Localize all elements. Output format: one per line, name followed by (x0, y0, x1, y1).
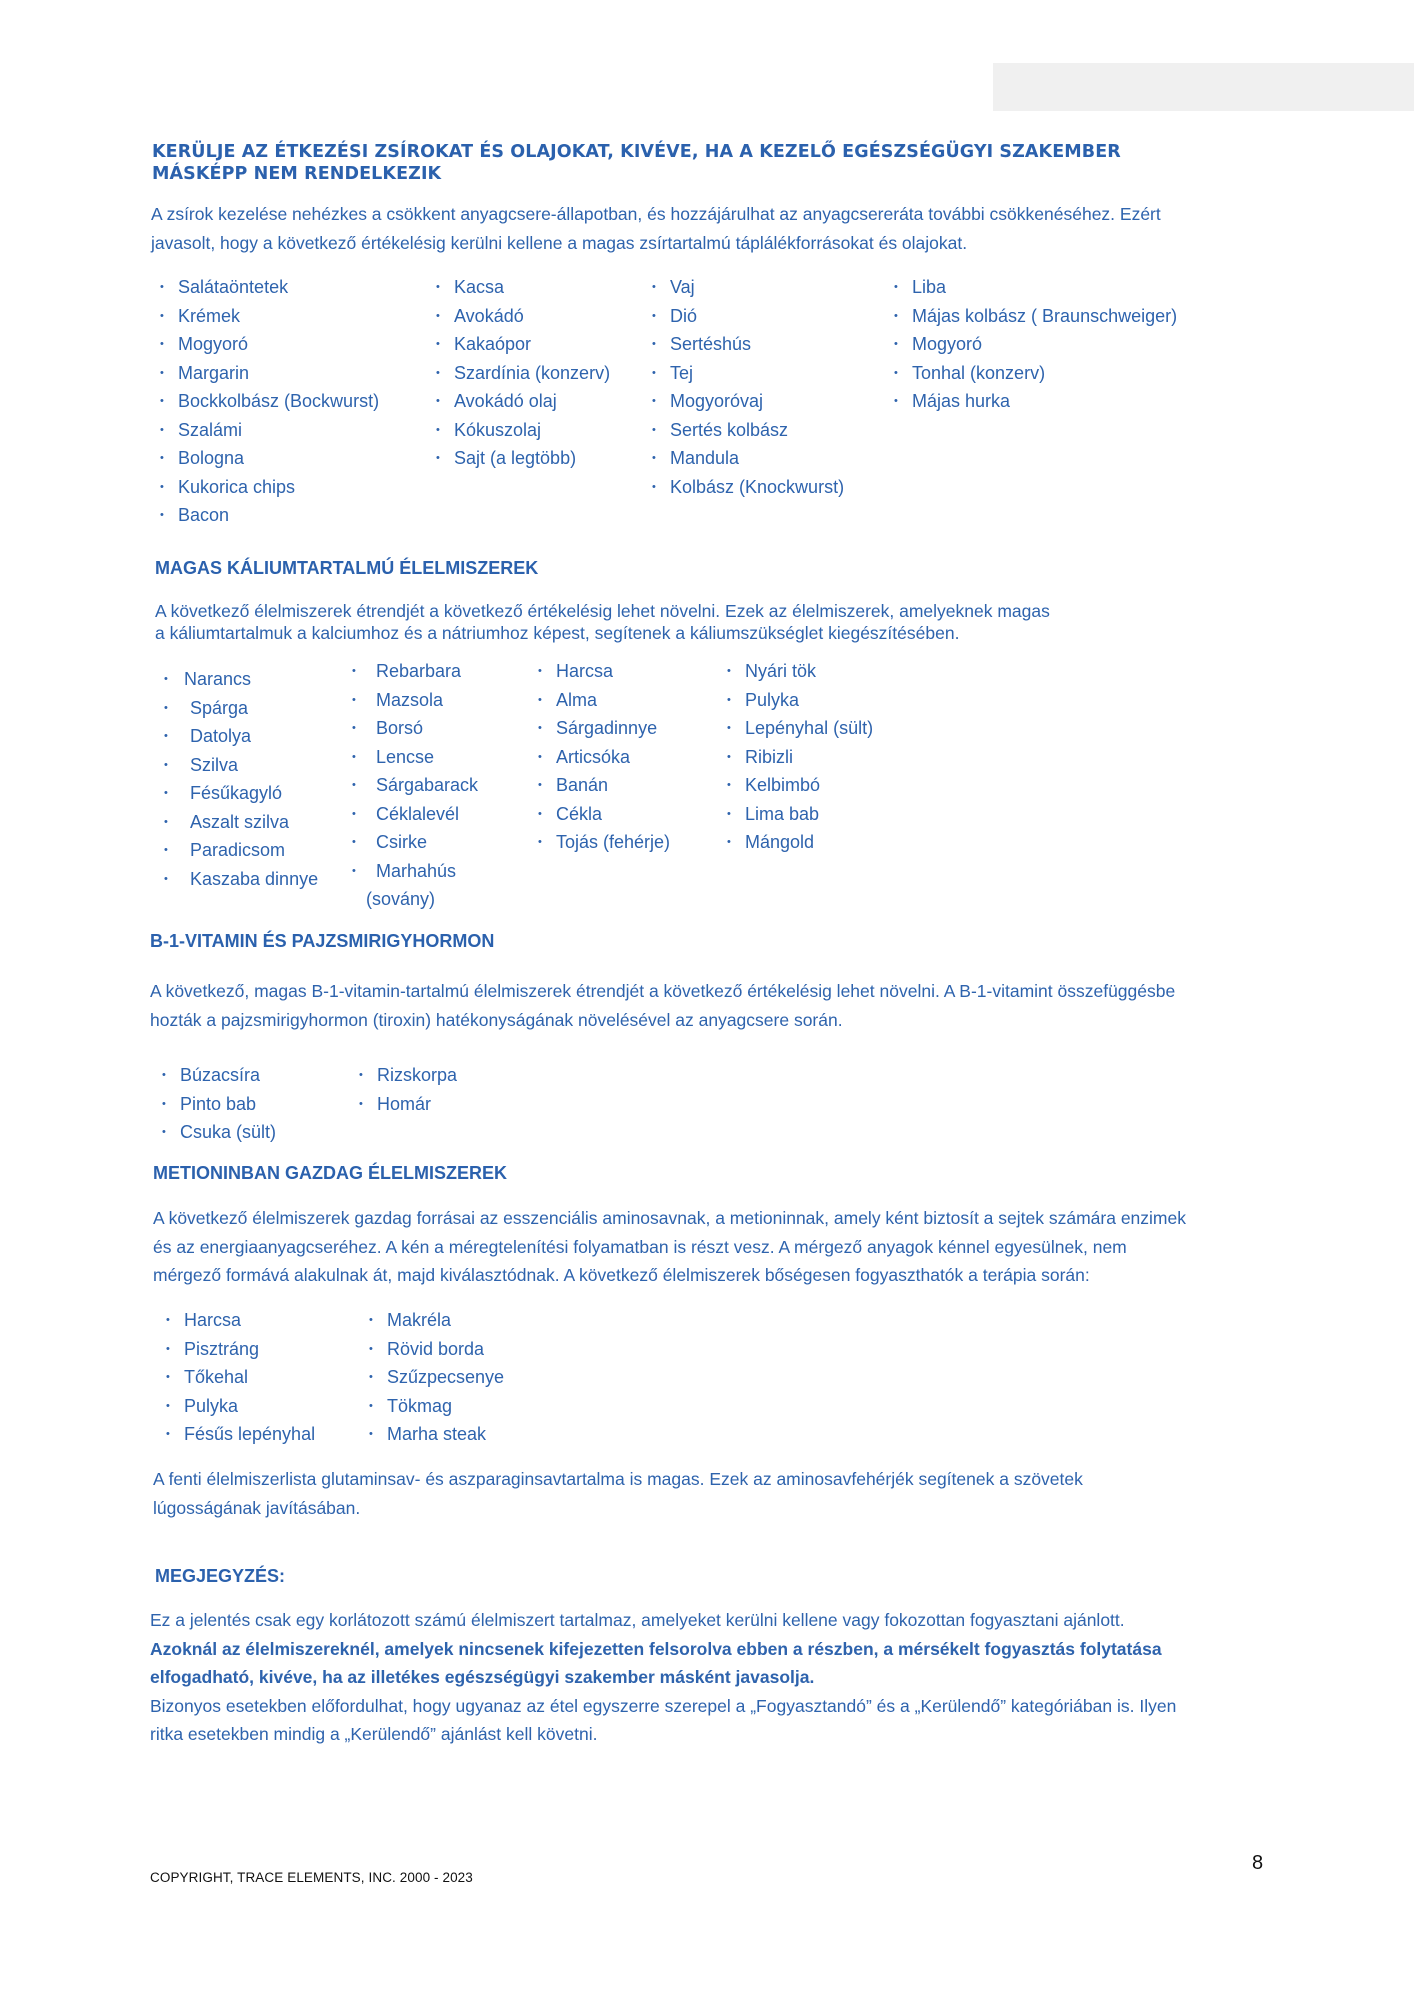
list-item (434, 273, 610, 302)
list-item (536, 657, 670, 686)
list-item (725, 714, 873, 743)
bullet-icon: • (166, 1428, 170, 1440)
methionine-intro (153, 1204, 1186, 1290)
list-item-label: Spárga (190, 697, 249, 718)
bullet-icon: • (162, 1097, 166, 1110)
methionine-list-col-2 (367, 1306, 504, 1449)
bullet-icon: • (652, 480, 656, 493)
bullet-icon: • (166, 1399, 170, 1412)
header-placeholder-box (993, 63, 1414, 111)
bullet-icon: • (369, 1342, 373, 1355)
list-item-label: Rebarbara (376, 661, 462, 681)
fats-intro-line-1: A zsírok kezelése nehézkes a csökkent anyagcsere-állapotban, és hozzájárulhat az anyagcsereráta további csökkenéséhez. Ezért (151, 204, 1161, 224)
bullet-icon: • (166, 1371, 170, 1383)
list-item (725, 771, 873, 800)
list-item-label: Krémek (178, 305, 241, 326)
list-item-label: Lencse (376, 746, 435, 767)
bullet-icon: • (436, 281, 440, 293)
fats-intro (151, 200, 1161, 257)
bullet-icon: • (162, 1069, 166, 1081)
bullet-icon: • (164, 701, 168, 714)
bullet-icon: • (727, 836, 731, 848)
list-item (162, 694, 318, 723)
list-item (367, 1363, 504, 1392)
bullet-icon: • (160, 509, 164, 521)
list-item-label: Sertéshús (670, 334, 752, 354)
list-item-label: Fésűkagyló (190, 783, 283, 803)
vitamin-b1-intro-line-2: hozták a pajzsmirigyhormon (tiroxin) hatékonyságának növelésével az anyagcsere során. (150, 1009, 843, 1030)
list-item (892, 330, 1177, 359)
list-item (357, 1061, 457, 1090)
potassium-intro (155, 600, 1050, 644)
bullet-icon: • (538, 779, 542, 791)
list-item (160, 1090, 276, 1119)
list-item-label: Rövid borda (387, 1338, 485, 1359)
list-item (162, 779, 318, 808)
bullet-icon: • (436, 366, 440, 379)
list-item-label: Sárgabarack (376, 775, 479, 795)
list-item-label: Céklalevél (376, 803, 460, 824)
bullet-icon: • (369, 1371, 373, 1383)
bullet-icon: • (369, 1314, 373, 1326)
list-item (434, 302, 610, 331)
list-item-label: Kolbász (Knockwurst) (670, 476, 845, 497)
list-item-label: Bacon (178, 505, 230, 525)
note-body (150, 1606, 1176, 1749)
list-item-label: Aszalt szilva (190, 811, 290, 832)
bullet-icon: • (538, 665, 542, 677)
list-item (725, 686, 873, 715)
list-item (892, 273, 1177, 302)
fats-title-line-1: KERÜLJE AZ ÉTKEZÉSI ZSÍROKAT ÉS OLAJOKAT, KIVÉVE, HA A KEZELŐ EGÉSZSÉGÜGYI SZAKEMBER (152, 142, 1121, 162)
list-item-label: Dió (670, 305, 698, 326)
bullet-icon: • (652, 366, 656, 379)
bullet-icon: • (352, 693, 356, 706)
list-item (725, 657, 873, 686)
list-item-label: Mazsola (376, 689, 444, 710)
bullet-icon: • (538, 750, 542, 763)
bullet-icon: • (164, 758, 168, 771)
bullet-icon: • (160, 366, 164, 379)
list-item-label: Marhahús (376, 860, 457, 881)
bullet-icon: • (894, 395, 898, 407)
bullet-icon: • (894, 309, 898, 322)
list-item-label: Homár (377, 1093, 432, 1114)
list-item (350, 714, 478, 743)
list-item (350, 686, 478, 715)
list-item (367, 1420, 504, 1449)
bullet-icon: • (160, 395, 164, 407)
list-item (536, 800, 670, 829)
list-item-label: Borsó (376, 718, 424, 738)
list-item-label: Pulyka (745, 689, 800, 710)
bullet-icon: • (162, 1126, 166, 1138)
methionine-intro-line-1: A következő élelmiszerek gazdag forrásai az esszenciális aminosavnak, a metioninnak, amely ként biztosít a sejtek számára enzimek (153, 1208, 1186, 1228)
list-item (164, 1420, 315, 1449)
list-item-label: Sertés kolbász (670, 419, 789, 440)
list-item (164, 1363, 315, 1392)
list-item-label: Mángold (745, 832, 815, 852)
bullet-icon: • (160, 452, 164, 464)
list-item-label: Paradicsom (190, 840, 286, 860)
list-item (162, 665, 318, 694)
potassium-list-col-2 (350, 657, 478, 914)
bullet-icon: • (359, 1097, 363, 1110)
bullet-icon: • (369, 1428, 373, 1440)
fats-section-title (152, 141, 1121, 185)
list-item-label: Tökmag (387, 1395, 453, 1416)
list-item (434, 359, 610, 388)
list-item-label: Szűzpecsenye (387, 1367, 505, 1387)
list-item (158, 501, 379, 530)
bullet-icon: • (727, 693, 731, 706)
list-item-label: Mogyoró (178, 334, 249, 354)
bullet-icon: • (538, 807, 542, 820)
bullet-icon: • (727, 665, 731, 677)
list-item-label: Búzacsíra (180, 1065, 261, 1085)
list-item (650, 302, 844, 331)
list-item-label: Tonhal (konzerv) (912, 362, 1046, 383)
list-item-label: Tőkehal (184, 1367, 249, 1387)
potassium-intro-line-1: A következő élelmiszerek étrendjét a következő értékelésig lehet növelni. Ezek az élelmiszerek, amelyeknek magas (155, 601, 1050, 621)
list-item-label: Harcsa (556, 661, 614, 681)
list-item (434, 444, 610, 473)
footer-copyright: COPYRIGHT, TRACE ELEMENTS, INC. 2000 - 2023 (150, 1870, 473, 1885)
list-item-label: Sárgadinnye (556, 718, 658, 738)
list-item (434, 387, 610, 416)
methionine-outro-line-1: A fenti élelmiszerlista glutaminsav- és aszparaginsavtartalma is magas. Ezek az aminosavfehérjék segítenek a szövetek (153, 1469, 1083, 1489)
bullet-icon: • (160, 309, 164, 322)
list-item-label: Mogyoró (912, 334, 983, 354)
bullet-icon: • (369, 1399, 373, 1412)
list-item-label: Avokádó (454, 305, 524, 326)
list-item (536, 771, 670, 800)
vitamin-b1-intro-line-1: A következő, magas B-1-vitamin-tartalmú élelmiszerek étrendjét a következő értékelésig lehet növelni. A B-1-vitamint összefüggésbe (150, 981, 1176, 1001)
bullet-icon: • (727, 722, 731, 734)
note-bold-line-2: elfogadható, kivéve, ha az illetékes egészségügyi szakember másként javasolja. (150, 1667, 815, 1687)
list-item-label: Marha steak (387, 1424, 487, 1444)
list-item-label: Liba (912, 277, 947, 297)
list-item-label: Nyári tök (745, 661, 817, 681)
list-item (650, 273, 844, 302)
list-item-label: Tej (670, 362, 694, 383)
bullet-icon: • (894, 338, 898, 350)
list-item-label: Alma (556, 689, 598, 710)
list-item-label: Lepényhal (sült) (745, 718, 874, 738)
list-item-label: Fésűs lepényhal (184, 1424, 316, 1444)
list-item (350, 857, 478, 886)
list-item (164, 1306, 315, 1335)
list-item (725, 828, 873, 857)
bullet-icon: • (160, 480, 164, 493)
note-bold-line-1: Azoknál az élelmiszereknél, amelyek nincsenek kifejezetten felsorolva ebben a részben, a mérsékelt fogyasztás folytatása (150, 1638, 1162, 1659)
note-line-2: Bizonyos esetekben előfordulhat, hogy ugyanaz az étel egyszerre szerepel a „Fogyasztandó” és a „Kerülendő” kategóriában is. Ilyen (150, 1695, 1177, 1716)
bullet-icon: • (352, 779, 356, 791)
bullet-icon: • (166, 1314, 170, 1326)
list-item-label: Mandula (670, 448, 740, 468)
list-item (725, 800, 873, 829)
list-item-label: Szardínia (konzerv) (454, 362, 611, 383)
list-item (892, 302, 1177, 331)
list-item (725, 743, 873, 772)
list-item-label: Kacsa (454, 277, 505, 297)
bullet-icon: • (538, 722, 542, 734)
methionine-section-title: METIONINBAN GAZDAG ÉLELMISZEREK (153, 1163, 507, 1183)
list-item (350, 828, 478, 857)
list-item-label: Margarin (178, 362, 250, 383)
list-item-label: Kukorica chips (178, 476, 296, 497)
list-item-label: Ribizli (745, 746, 794, 767)
list-item (650, 330, 844, 359)
list-item (367, 1306, 504, 1335)
vitamin-b1-list-col-1 (160, 1061, 276, 1147)
list-item (162, 836, 318, 865)
list-item-label: Sajt (a legtöbb) (454, 448, 577, 468)
list-item-label: (sovány) (366, 889, 436, 909)
list-item-label: Pulyka (184, 1395, 239, 1416)
list-item-label: Bockkolbász (Bockwurst) (178, 391, 380, 411)
list-item-label: Makréla (387, 1310, 452, 1330)
list-item (536, 828, 670, 857)
list-item-label: Vaj (670, 277, 695, 297)
list-item (158, 302, 379, 331)
list-item (160, 1061, 276, 1090)
list-item (536, 714, 670, 743)
bullet-icon: • (727, 779, 731, 791)
bullet-icon: • (652, 452, 656, 464)
bullet-icon: • (160, 281, 164, 293)
list-item-label: Szilva (190, 754, 239, 775)
bullet-icon: • (160, 338, 164, 350)
bullet-icon: • (352, 722, 356, 734)
list-item-label: Datolya (190, 726, 252, 746)
list-item (892, 387, 1177, 416)
vitamin-b1-list-col-2 (357, 1061, 457, 1118)
list-item (160, 1118, 276, 1147)
list-item (350, 771, 478, 800)
fats-list-col-4 (892, 273, 1177, 416)
potassium-section-title: MAGAS KÁLIUMTARTALMÚ ÉLELMISZEREK (155, 558, 539, 578)
list-item-label: Salátaöntetek (178, 277, 289, 297)
list-item-label: Májas hurka (912, 391, 1011, 411)
bullet-icon: • (894, 366, 898, 379)
fats-intro-line-2: javasolt, hogy a következő értékelésig kerülni kellene a magas zsírtartalmú táplálékforrásokat és olajokat. (151, 232, 968, 253)
list-item (434, 416, 610, 445)
potassium-list-col-4 (725, 657, 873, 857)
list-item (158, 273, 379, 302)
bullet-icon: • (164, 787, 168, 799)
fats-list-col-2 (434, 273, 610, 473)
bullet-icon: • (164, 844, 168, 856)
fats-title-line-2: MÁSKÉPP NEM RENDELKEZIK (152, 164, 442, 184)
list-item (892, 359, 1177, 388)
bullet-icon: • (436, 452, 440, 464)
list-item-label: Banán (556, 775, 609, 795)
methionine-outro-line-2: lúgosságának javításában. (153, 1497, 361, 1518)
list-item (350, 743, 478, 772)
list-item-label: Tojás (fehérje) (556, 832, 671, 852)
list-item-label: Kakaópor (454, 334, 532, 354)
bullet-icon: • (164, 872, 168, 885)
bullet-icon: • (652, 309, 656, 322)
fats-list-col-3 (650, 273, 844, 501)
list-item-label: Rizskorpa (377, 1065, 458, 1085)
list-item-label: Kókuszolaj (454, 419, 542, 440)
list-item (350, 800, 478, 829)
list-item-label: Cékla (556, 803, 603, 824)
bullet-icon: • (166, 1342, 170, 1355)
list-item (367, 1335, 504, 1364)
bullet-icon: • (164, 730, 168, 742)
potassium-list-col-3 (536, 657, 670, 857)
list-item (158, 330, 379, 359)
list-item (650, 359, 844, 388)
bullet-icon: • (436, 395, 440, 407)
list-item-label: Avokádó olaj (454, 391, 557, 411)
bullet-icon: • (359, 1069, 363, 1081)
list-item (162, 808, 318, 837)
note-line-3: ritka esetekben mindig a „Kerülendő” ajánlást kell követni. (150, 1724, 598, 1744)
note-section-title: MEGJEGYZÉS: (155, 1566, 286, 1586)
list-item (164, 1392, 315, 1421)
list-item (367, 1392, 504, 1421)
list-item (158, 359, 379, 388)
bullet-icon: • (352, 864, 356, 877)
bullet-icon: • (352, 665, 356, 677)
bullet-icon: • (727, 807, 731, 820)
methionine-list-col-1 (164, 1306, 315, 1449)
note-line-1: Ez a jelentés csak egy korlátozott számú élelmiszert tartalmaz, amelyeket kerülni kellene vagy fokozottan fogyasztani ajánlott. (150, 1610, 1125, 1630)
list-item (650, 387, 844, 416)
bullet-icon: • (164, 815, 168, 828)
list-item-label: Csirke (376, 832, 428, 852)
potassium-list-col-1 (162, 665, 318, 893)
list-item-label: Articsóka (556, 746, 631, 767)
list-item-label: Pinto bab (180, 1093, 257, 1114)
list-item-label: Narancs (184, 669, 252, 689)
list-item (350, 885, 478, 914)
bullet-icon: • (894, 281, 898, 293)
methionine-intro-line-2: és az energiaanyagcseréhez. A kén a méregtelenítési folyamatban is részt vesz. A mérgező anyagok kénnel egyesülnek, nem (153, 1236, 1127, 1257)
list-item (357, 1090, 457, 1119)
bullet-icon: • (538, 836, 542, 848)
list-item (158, 444, 379, 473)
bullet-icon: • (160, 423, 164, 436)
page-number: 8 (1252, 1852, 1264, 1874)
list-item (650, 473, 844, 502)
list-item (650, 444, 844, 473)
list-item (536, 686, 670, 715)
bullet-icon: • (727, 750, 731, 763)
methionine-outro (153, 1465, 1083, 1522)
list-item (162, 722, 318, 751)
bullet-icon: • (652, 423, 656, 436)
bullet-icon: • (652, 281, 656, 293)
list-item (350, 657, 478, 686)
vitamin-b1-intro (150, 977, 1175, 1034)
bullet-icon: • (538, 693, 542, 706)
bullet-icon: • (436, 423, 440, 436)
list-item (434, 330, 610, 359)
list-item-label: Bologna (178, 448, 245, 468)
list-item-label: Csuka (sült) (180, 1122, 277, 1142)
list-item (650, 416, 844, 445)
list-item-label: Szalámi (178, 419, 243, 440)
list-item-label: Mogyoróvaj (670, 391, 764, 411)
list-item-label: Harcsa (184, 1310, 242, 1330)
methionine-intro-line-3: mérgező formává alakulnak át, majd kiválasztódnak. A következő élelmiszerek bőségesen fogyaszthatók a terápia során: (153, 1265, 1090, 1285)
vitamin-b1-section-title: B-1-VITAMIN ÉS PAJZSMIRIGYHORMON (150, 931, 495, 951)
bullet-icon: • (352, 836, 356, 848)
list-item (536, 743, 670, 772)
list-item (164, 1335, 315, 1364)
list-item (158, 387, 379, 416)
bullet-icon: • (164, 673, 168, 685)
bullet-icon: • (352, 750, 356, 763)
list-item-label: Májas kolbász ( Braunschweiger) (912, 305, 1178, 326)
bullet-icon: • (436, 309, 440, 322)
list-item-label: Kelbimbó (745, 775, 821, 795)
list-item (158, 473, 379, 502)
bullet-icon: • (352, 807, 356, 820)
bullet-icon: • (436, 338, 440, 350)
list-item-label: Pisztráng (184, 1338, 260, 1359)
bullet-icon: • (652, 395, 656, 407)
list-item (158, 416, 379, 445)
potassium-intro-line-2: a káliumtartalmuk a kalciumhoz és a nátriumhoz képest, segítenek a káliumszükséglet kiegészítésében. (155, 623, 960, 643)
list-item-label: Lima bab (745, 803, 820, 824)
fats-list-col-1 (158, 273, 379, 530)
bullet-icon: • (652, 338, 656, 350)
list-item-label: Kaszaba dinnye (190, 868, 319, 889)
list-item (162, 865, 318, 894)
list-item (162, 751, 318, 780)
